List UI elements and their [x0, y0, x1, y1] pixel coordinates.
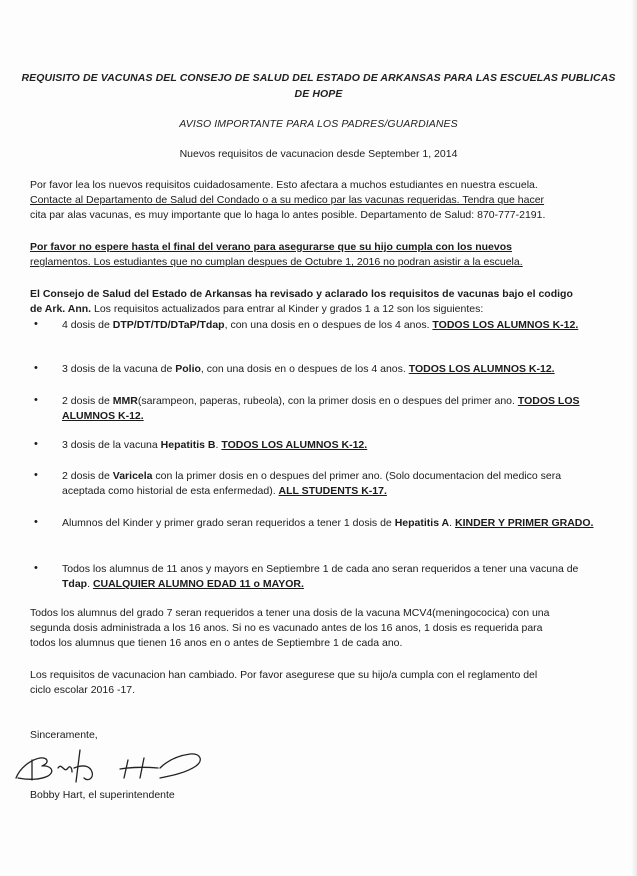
- bullet-icon: •: [34, 438, 38, 450]
- requirement-item: 2 dosis de Varicela con la primer dosis en o despues del primer ano. (Solo documentacion del medico sera aceptada como historial de esta enfermedad). ALL STUDENTS K-17.: [62, 470, 562, 497]
- requirement-item: 3 dosis de la vacuna de Polio, con una dosis en o despues de los 4 anos. TODOS LOS ALUMNOS K-12.: [62, 363, 555, 375]
- bullet-icon: •: [34, 516, 38, 528]
- notice-heading: AVISO IMPORTANTE PARA LOS PADRES/GUARDIANES: [179, 118, 458, 130]
- new-requirements-date: Nuevos requisitos de vacunacion desde September 1, 2014: [179, 148, 458, 160]
- requirement-group: TODOS LOS ALUMNOS K-12.: [432, 319, 579, 331]
- board-line-2-text: Los requisitos actualizados para entrar al Kinder y grados 1 a 12 son los siguientes:: [91, 303, 484, 315]
- requirement-item: 4 dosis de DTP/DT/TD/DTaP/Tdap, con una dosis en o despues de los 4 anos. TODOS LOS ALUMNOS K-12.: [62, 319, 579, 331]
- bullet-icon: •: [34, 318, 38, 330]
- requirement-item: Todos los alumnus de 11 anos y mayors en Septiembre 1 de cada ano seran requeridos a tener una vacuna de Tdap. CUALQUIER ALUMNO EDAD 11 o MAYOR.: [62, 563, 579, 590]
- bullet-icon: •: [34, 562, 38, 574]
- changed-line-2: ciclo escolar 2016 -17.: [30, 684, 136, 696]
- page-scan-edge: [631, 0, 637, 876]
- salutation: Sinceramente,: [30, 729, 98, 741]
- warning-line-2: reglamentos. Los estudiantes que no cumplan despues de Octubre 1, 2016 no podran asistir a la escuela.: [30, 256, 523, 268]
- requirement-group: CUALQUIER ALUMNO EDAD 11 o MAYOR.: [92, 578, 304, 590]
- warning-line-1: Por favor no espere hasta el final del verano para asegurarse que su hijo cumpla con los nuevos: [30, 241, 512, 253]
- requirement-item: 2 dosis de MMR(sarampeon, paperas, rubeola), con la primer dosis en o despues del primer ano. TODOS LOS ALUMNOS K-12.: [62, 395, 580, 422]
- bullet-icon: •: [34, 394, 38, 406]
- intro-line-1: Por favor lea los nuevos requisitos cuidadosamente. Esto afectara a muchos estudiantes en nuestra escuela.: [30, 179, 538, 191]
- bullet-icon: •: [34, 469, 38, 481]
- requirement-group: KINDER Y PRIMER GRADO.: [455, 517, 594, 529]
- grade7-line-1: Todos los alumnus del grado 7 seran requeridos a tener una dosis de la vacuna MCV4(meningococica) con una: [30, 607, 550, 619]
- signature-image: [10, 738, 210, 793]
- requirement-group: TODOS LOS ALUMNOS K-12.: [62, 395, 580, 422]
- board-code-ref: de Ark. Ann.: [30, 303, 92, 315]
- board-line-1: El Consejo de Salud del Estado de Arkansas ha revisado y aclarado los requisitos de vacunas bajo el codigo: [30, 288, 573, 300]
- grade7-line-2: segunda dosis administrada a los 16 anos. Si no es vacunado antes de los 16 anos, 1 dosis es requerida para: [30, 622, 543, 634]
- bullet-icon: •: [34, 362, 38, 374]
- grade7-line-3: todos los alumnus que tienen 16 anos en o antes de Septiembre 1 de cada ano.: [30, 637, 403, 649]
- intro-line-3: cita par alas vacunas, es muy importante que lo haga lo antes posible. Departamento de Salud: 870-777-2191.: [30, 209, 546, 221]
- document-title-line1: REQUISITO DE VACUNAS DEL CONSEJO DE SALUD DEL ESTADO DE ARKANSAS PARA LAS ESCUELAS PUBLICAS: [21, 72, 616, 84]
- intro-line-2: Contacte al Departamento de Salud del Condado o a su medico par las vacunas requeridas. Tendra que hacer: [30, 194, 545, 206]
- signer-name: Bobby Hart, el superintendente: [30, 789, 175, 801]
- requirement-group: TODOS LOS ALUMNOS K-12.: [408, 363, 555, 375]
- requirement-group: ALL STUDENTS K-17.: [278, 485, 387, 497]
- requirement-group: TODOS LOS ALUMNOS K-12.: [221, 439, 368, 451]
- requirement-item: 3 dosis de la vacuna Hepatitis B. TODOS LOS ALUMNOS K-12.: [62, 439, 368, 451]
- changed-line-1: Los requisitos de vacunacion han cambiado. Por favor asegurese que su hijo/a cumpla con el reglamento del: [30, 669, 538, 681]
- board-line-2: [30, 302, 610, 317]
- document-title-line2: DE HOPE: [294, 88, 343, 100]
- requirement-item: Alumnos del Kinder y primer grado seran requeridos a tener 1 dosis de Hepatitis A. KINDER Y PRIMER GRADO.: [62, 517, 594, 529]
